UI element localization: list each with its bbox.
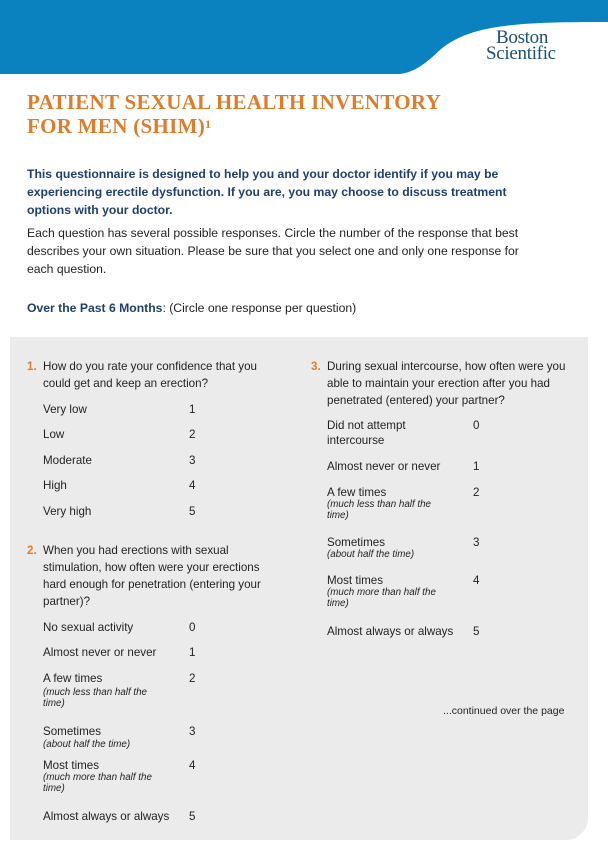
response-note: (about half the time) bbox=[327, 549, 415, 560]
continued-note: ...continued over the page bbox=[443, 705, 565, 717]
response-value[interactable]: 4 bbox=[189, 479, 196, 492]
period-note: : (Circle one response per question) bbox=[162, 301, 357, 315]
response-value[interactable]: 2 bbox=[189, 428, 196, 441]
instructions-text: Each question has several possible responses. Circle the number of the response that best describes your own situation. Please be sure that you select one and only one response for each question. bbox=[27, 226, 519, 276]
response-label: Very high bbox=[43, 505, 92, 518]
question-number: 3. bbox=[311, 360, 321, 373]
response-value[interactable]: 5 bbox=[189, 505, 196, 518]
response-value[interactable]: 3 bbox=[473, 536, 480, 549]
response-note: (much more than half the time) bbox=[43, 772, 152, 794]
response-value[interactable]: 1 bbox=[189, 646, 196, 659]
response-label: Sometimes bbox=[327, 536, 385, 549]
response-label: Moderate bbox=[43, 454, 92, 467]
title-footnote-ref: 1 bbox=[205, 117, 212, 131]
response-label: Did not attempt intercourse bbox=[327, 419, 406, 447]
response-label: Almost never or never bbox=[43, 646, 157, 659]
boston-scientific-logo bbox=[486, 27, 582, 64]
response-value[interactable]: 2 bbox=[473, 486, 480, 499]
response-value[interactable]: 4 bbox=[473, 574, 480, 587]
response-label: Sometimes bbox=[43, 725, 101, 738]
response-value[interactable]: 1 bbox=[473, 460, 480, 473]
question-text: When you had erections with sexual stimulation, how often were your erections hard enough for penetration (entering your partner)? bbox=[43, 544, 261, 608]
response-label: A few times bbox=[43, 672, 103, 685]
period-label: Over the Past 6 Months bbox=[27, 301, 163, 315]
response-value[interactable]: 3 bbox=[189, 454, 196, 467]
response-label: Very low bbox=[43, 403, 87, 416]
response-label: Almost always or always bbox=[43, 810, 170, 823]
response-label: No sexual activity bbox=[43, 621, 134, 634]
title-line-2-wrap bbox=[27, 114, 547, 138]
question-number: 2. bbox=[27, 544, 37, 557]
response-value[interactable]: 1 bbox=[189, 403, 196, 416]
question-text: During sexual intercourse, how often were you able to maintain your erection after you had penetrated (entered) your partner? bbox=[327, 360, 566, 407]
response-label: Almost never or never bbox=[327, 460, 441, 473]
intro-text: This questionnaire is designed to help you and your doctor identify if you may be experiencing erectile dysfunction. If you are, you may choose to discuss treatment options with your doctor. bbox=[27, 167, 507, 217]
response-value[interactable]: 2 bbox=[189, 672, 196, 685]
response-value[interactable]: 3 bbox=[189, 725, 196, 738]
response-note: (about half the time) bbox=[43, 739, 131, 750]
response-value[interactable]: 4 bbox=[189, 759, 196, 772]
response-label: Low bbox=[43, 428, 65, 441]
period-line bbox=[27, 301, 356, 315]
response-note: (much less than half the time) bbox=[43, 687, 148, 709]
title-line-1: PATIENT SEXUAL HEALTH INVENTORY bbox=[27, 90, 442, 114]
logo-line-1: Boston bbox=[496, 27, 549, 48]
response-note: (much less than half the time) bbox=[327, 499, 432, 521]
response-label: A few times bbox=[327, 486, 387, 499]
response-note: (much more than half the time) bbox=[327, 587, 436, 609]
response-label: Most times bbox=[327, 574, 384, 587]
question-text: How do you rate your confidence that you could get and keep an erection? bbox=[43, 360, 257, 390]
response-value[interactable]: 0 bbox=[189, 621, 196, 634]
response-label: Most times bbox=[43, 759, 100, 772]
response-label: High bbox=[43, 479, 67, 492]
response-value[interactable]: 5 bbox=[189, 810, 196, 823]
response-value[interactable]: 0 bbox=[473, 419, 480, 432]
page-title bbox=[27, 90, 547, 138]
title-line-2: FOR MEN (SHIM) bbox=[27, 114, 206, 138]
response-value[interactable]: 5 bbox=[473, 625, 480, 638]
question-number: 1. bbox=[27, 360, 37, 373]
logo-line-2: Scientific bbox=[486, 43, 556, 64]
response-label: Almost always or always bbox=[327, 625, 454, 638]
